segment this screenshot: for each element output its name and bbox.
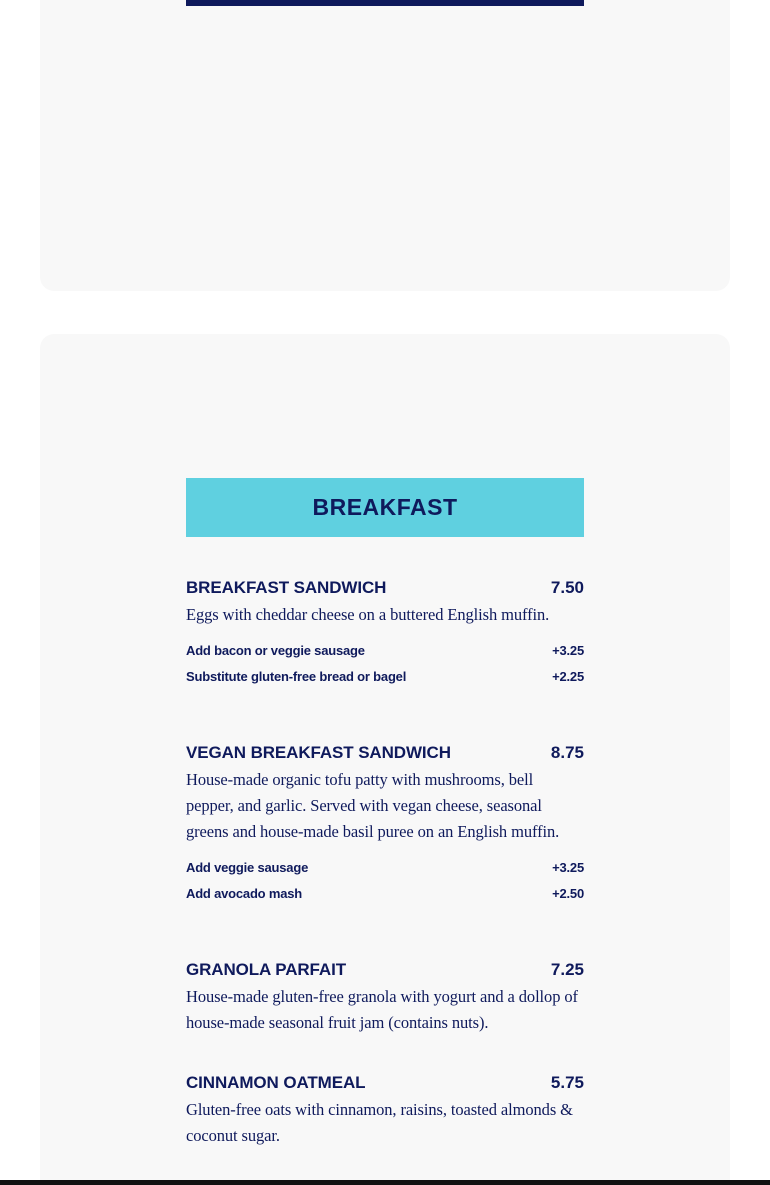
menu-item-breakfast-sandwich	[186, 578, 584, 690]
item-description: House-made gluten-free granola with yogurt and a dollop of house-made seasonal fruit jam (contains nuts).	[186, 987, 578, 1032]
addon-label: Add avocado mash	[186, 886, 302, 901]
item-price: 7.25	[550, 960, 584, 979]
addon-row	[186, 638, 584, 664]
section-title: BREAKFAST	[312, 494, 458, 520]
item-description: Eggs with cheddar cheese on a buttered English muffin.	[186, 605, 550, 624]
addon-row	[186, 855, 584, 881]
item-price: 7.50	[550, 578, 584, 597]
bottom-edge-bar	[0, 1180, 770, 1185]
item-name: CINNAMON OATMEAL	[186, 1073, 366, 1092]
item-name: VEGAN BREAKFAST SANDWICH	[186, 743, 451, 762]
addon-row	[186, 664, 584, 690]
addon-price: +3.25	[552, 643, 584, 658]
previous-section-bar	[186, 0, 584, 6]
addon-list	[186, 638, 584, 690]
item-description: House-made organic tofu patty with mushrooms, bell pepper, and garlic. Served with vegan cheese, seasonal greens and house-made basil puree on an English muffin.	[186, 770, 560, 841]
section-header	[186, 478, 584, 537]
menu-item-granola-parfait	[186, 960, 584, 1036]
item-description: Gluten-free oats with cinnamon, raisins, toasted almonds & coconut sugar.	[186, 1100, 573, 1145]
item-name: BREAKFAST SANDWICH	[186, 578, 387, 597]
menu-item-vegan-breakfast-sandwich	[186, 743, 584, 907]
addon-price: +2.25	[552, 669, 584, 684]
menu-item-cinnamon-oatmeal	[186, 1073, 584, 1149]
addon-label: Add veggie sausage	[186, 860, 309, 875]
item-name: GRANOLA PARFAIT	[186, 960, 346, 979]
addon-price: +3.25	[552, 860, 584, 875]
addon-label: Add bacon or veggie sausage	[186, 643, 365, 658]
item-price: 5.75	[550, 1073, 584, 1092]
previous-menu-card	[40, 0, 730, 291]
addon-list	[186, 855, 584, 907]
addon-row	[186, 881, 584, 907]
item-price: 8.75	[550, 743, 584, 762]
addon-label: Substitute gluten-free bread or bagel	[186, 669, 407, 684]
addon-price: +2.50	[552, 886, 584, 901]
